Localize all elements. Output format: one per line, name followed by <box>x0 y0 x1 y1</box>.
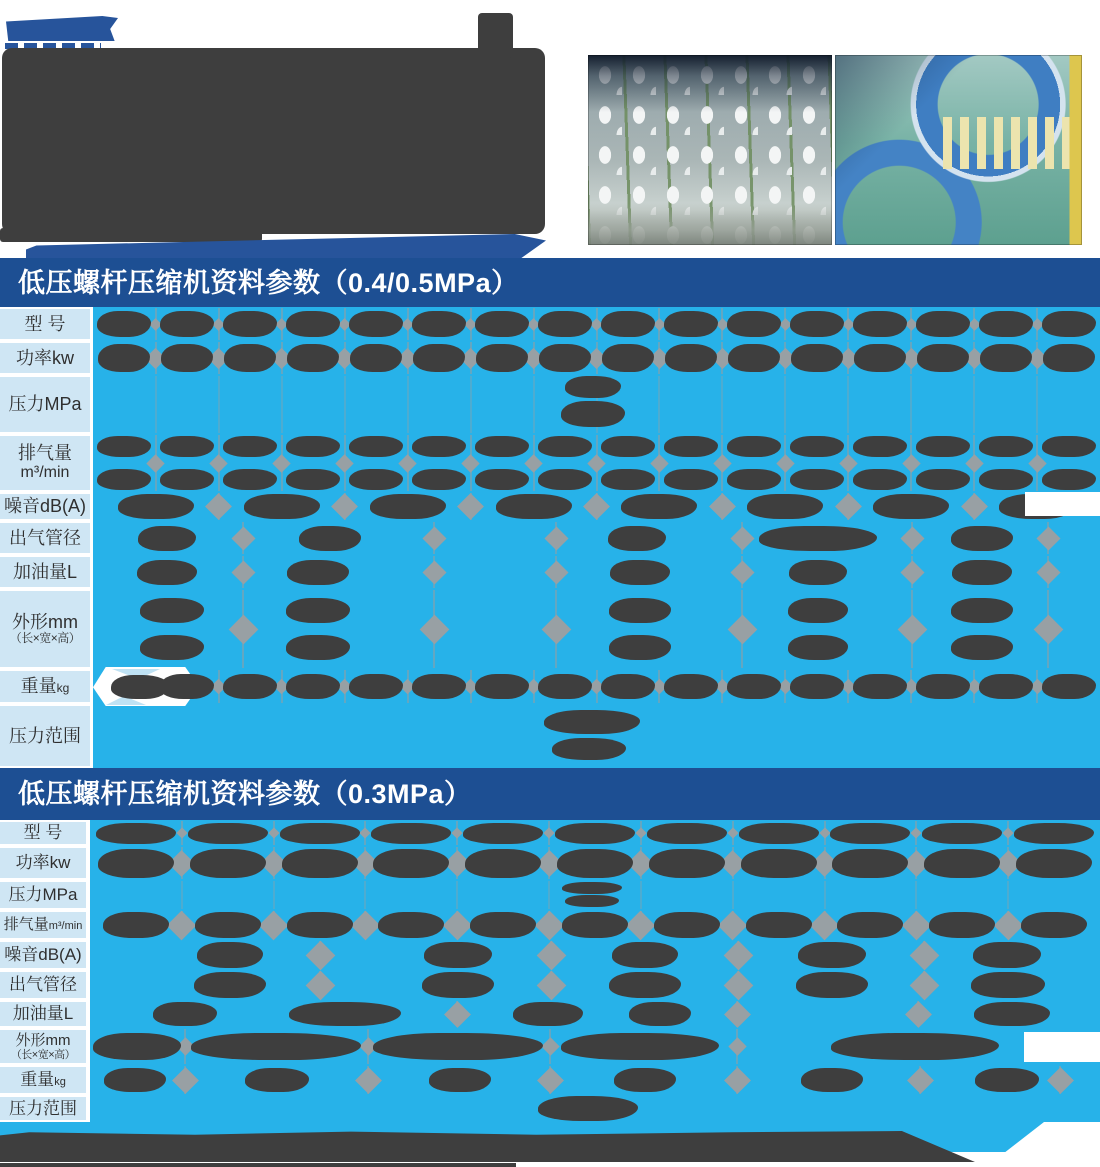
redacted-value <box>538 469 592 490</box>
redacted-value <box>854 344 906 372</box>
row-header-label: 外形mm <box>15 1031 71 1049</box>
redacted-value <box>1016 849 1092 878</box>
redacted-value <box>412 311 466 337</box>
row-header-2 <box>0 377 90 432</box>
redacted-value <box>974 1002 1050 1026</box>
redacted-value <box>429 1068 491 1092</box>
row-header-4 <box>0 942 86 968</box>
row-header-7 <box>0 591 90 667</box>
redacted-value <box>160 436 214 457</box>
row-header-label: 压力MPa <box>8 885 78 905</box>
redacted-value <box>654 912 720 938</box>
redacted-value <box>979 311 1033 337</box>
page-title-redacted-fragment <box>0 228 262 242</box>
redacted-value <box>140 598 204 623</box>
row-header-6 <box>0 1002 86 1026</box>
table2-title: 低压螺杆压缩机资料参数（0.3MPa） <box>18 779 472 809</box>
redacted-value <box>788 598 848 623</box>
row-header-label: 加油量L <box>12 1004 74 1024</box>
row-header-label: 排气量 <box>18 443 72 464</box>
redacted-value <box>562 912 628 938</box>
row-header-2 <box>0 882 86 908</box>
redacted-value <box>1021 912 1087 938</box>
redacted-value <box>412 436 466 457</box>
row-header-label: 噪音dB(A) <box>4 945 82 965</box>
column-separator-line <box>456 881 458 909</box>
redacted-value <box>609 598 671 623</box>
row-header-0 <box>0 309 90 339</box>
redacted-value <box>475 674 529 699</box>
redacted-value <box>728 344 780 372</box>
redacted-value <box>727 469 781 490</box>
redacted-value <box>223 311 277 337</box>
column-separator-line <box>824 881 826 909</box>
redacted-value <box>286 311 340 337</box>
row-header-label: 型 号 <box>23 823 63 843</box>
row-header-label: 型 号 <box>24 313 66 334</box>
redacted-value <box>280 823 360 844</box>
row-header-5 <box>0 972 86 998</box>
redacted-value <box>759 526 877 551</box>
column-separator-line <box>548 881 550 909</box>
redacted-value <box>1014 823 1094 844</box>
redacted-value <box>727 436 781 457</box>
redacted-value <box>188 823 268 844</box>
redacted-value <box>289 1002 401 1026</box>
column-separator-line <box>281 376 283 433</box>
redacted-value <box>137 560 197 585</box>
row-header-3 <box>0 436 90 490</box>
redacted-value <box>103 912 169 938</box>
redacted-value <box>299 526 361 551</box>
redacted-value <box>647 823 727 844</box>
row-header-label: 排气量m³/min <box>3 916 83 934</box>
redacted-value <box>1043 344 1095 372</box>
redacted-value <box>853 469 907 490</box>
redacted-value <box>349 674 403 699</box>
redacted-value <box>538 311 592 337</box>
redacted-value <box>378 912 444 938</box>
redacted-value <box>562 882 622 894</box>
redacted-value <box>223 436 277 457</box>
redacted-value <box>853 436 907 457</box>
redacted-value <box>951 598 1013 623</box>
row-header-label: 出气管径 <box>9 527 81 548</box>
redacted-value <box>561 401 625 427</box>
row-header-4 <box>0 494 90 519</box>
redacted-value <box>602 344 654 372</box>
redacted-value <box>917 344 969 372</box>
erased-area <box>1024 1032 1100 1062</box>
redacted-value <box>610 560 670 585</box>
redacted-value <box>160 311 214 337</box>
redacted-value <box>798 942 866 968</box>
redacted-value <box>565 895 619 907</box>
column-separator-line <box>732 881 734 909</box>
redacted-value <box>412 469 466 490</box>
redacted-value <box>790 674 844 699</box>
redacted-value <box>665 344 717 372</box>
redacted-value <box>194 972 266 998</box>
redacted-value <box>93 1033 181 1060</box>
column-separator-line <box>1036 376 1038 433</box>
redacted-value <box>649 849 725 878</box>
company-logo-icon <box>6 16 118 41</box>
redacted-value <box>160 469 214 490</box>
redacted-value <box>539 344 591 372</box>
redacted-value <box>873 494 949 519</box>
redacted-value <box>224 344 276 372</box>
redacted-value <box>476 344 528 372</box>
redacted-value <box>138 526 196 551</box>
redacted-value <box>422 972 494 998</box>
column-separator-line <box>658 376 660 433</box>
row-header-unit: m³/min <box>48 920 83 933</box>
redacted-value <box>223 469 277 490</box>
redacted-value <box>837 912 903 938</box>
redacted-value <box>496 494 572 519</box>
redacted-value <box>161 344 213 372</box>
redacted-value <box>789 560 847 585</box>
row-header-label: 功率kw <box>15 853 71 873</box>
redacted-value <box>1042 674 1096 699</box>
redacted-value <box>286 635 350 660</box>
redacted-value <box>853 311 907 337</box>
row-header-label: 压力范围 <box>9 725 81 746</box>
redacted-value <box>371 823 451 844</box>
redacted-value <box>608 526 666 551</box>
redacted-value <box>664 674 718 699</box>
redacted-value <box>470 912 536 938</box>
redacted-value <box>916 311 970 337</box>
redacted-value <box>373 849 449 878</box>
row-header-label: 加油量L <box>12 561 77 582</box>
row-header-8 <box>0 671 90 702</box>
table2-title-bar <box>0 768 1100 820</box>
redacted-value <box>223 674 277 699</box>
row-header-label: 功率kw <box>16 347 74 368</box>
redacted-value <box>830 823 910 844</box>
redacted-value <box>790 311 844 337</box>
row-header-label: 重量kg <box>20 676 70 697</box>
redacted-value <box>349 311 403 337</box>
cropped-content-edge <box>0 1163 516 1167</box>
redacted-value <box>1042 436 1096 457</box>
erased-area <box>1025 492 1100 516</box>
redacted-value <box>475 469 529 490</box>
row-header-label: 外形mm <box>12 611 78 632</box>
redacted-value <box>971 972 1045 998</box>
redacted-value <box>286 674 340 699</box>
redacted-value <box>746 912 812 938</box>
redacted-value <box>287 912 353 938</box>
redacted-value <box>287 344 339 372</box>
redacted-value <box>601 436 655 457</box>
redacted-value <box>609 635 671 660</box>
redacted-value <box>557 849 633 878</box>
row-header-subline: （长×宽×高） <box>10 1048 76 1061</box>
redacted-value <box>790 436 844 457</box>
redacted-value <box>924 849 1000 878</box>
column-separator-line <box>784 376 786 433</box>
row-header-label: 重量kg <box>20 1070 66 1090</box>
redacted-value <box>922 823 1002 844</box>
column-separator-line <box>273 881 275 909</box>
redacted-value <box>916 469 970 490</box>
redacted-value <box>195 912 261 938</box>
row-header-subline: （长×宽×高） <box>9 631 81 646</box>
page-title-redacted <box>2 48 545 234</box>
row-header-7 <box>0 1030 86 1063</box>
redacted-value <box>1042 469 1096 490</box>
redacted-value <box>349 469 403 490</box>
column-separator-line <box>847 376 849 433</box>
redacted-value <box>951 526 1013 551</box>
row-header-subline: m³/min <box>20 464 70 482</box>
redacted-value <box>612 942 678 968</box>
redacted-value <box>465 849 541 878</box>
redacted-value <box>801 1068 863 1092</box>
row-header-1 <box>0 848 86 878</box>
redacted-value <box>629 1002 691 1026</box>
redacted-value <box>565 376 621 398</box>
redacted-value <box>153 1002 217 1026</box>
column-separator-line <box>721 376 723 433</box>
redacted-value <box>791 344 843 372</box>
redacted-value <box>350 344 402 372</box>
redacted-value <box>979 674 1033 699</box>
redacted-value <box>96 823 176 844</box>
redacted-value <box>197 942 263 968</box>
redacted-value <box>475 436 529 457</box>
redacted-value <box>980 344 1032 372</box>
redacted-value <box>287 560 349 585</box>
column-separator-line <box>640 881 642 909</box>
redacted-value <box>190 849 266 878</box>
redacted-value <box>97 311 151 337</box>
redacted-value <box>973 942 1041 968</box>
redacted-value <box>952 560 1012 585</box>
column-separator-line <box>533 376 535 433</box>
redacted-value <box>538 436 592 457</box>
column-separator-line <box>1007 881 1009 909</box>
redacted-value <box>621 494 697 519</box>
redacted-value <box>286 436 340 457</box>
column-separator-line <box>470 376 472 433</box>
column-separator-line <box>344 376 346 433</box>
redacted-value <box>832 849 908 878</box>
column-separator-line <box>407 376 409 433</box>
row-header-8 <box>0 1067 86 1093</box>
redacted-value <box>282 849 358 878</box>
redacted-value <box>412 674 466 699</box>
redacted-value <box>160 674 214 699</box>
redacted-value <box>747 494 823 519</box>
redacted-value <box>555 823 635 844</box>
row-header-unit: kg <box>56 681 70 696</box>
redacted-value <box>727 674 781 699</box>
redacted-value <box>538 674 592 699</box>
photo-textile-machines <box>588 55 832 245</box>
redacted-value <box>370 494 446 519</box>
redacted-value <box>664 436 718 457</box>
column-separator-line <box>181 881 183 909</box>
column-separator-line <box>155 376 157 433</box>
redacted-value <box>929 912 995 938</box>
redacted-value <box>475 311 529 337</box>
redacted-value <box>104 1068 166 1092</box>
redacted-value <box>538 1096 638 1121</box>
redacted-value <box>286 469 340 490</box>
column-separator-line <box>973 376 975 433</box>
redacted-value <box>349 436 403 457</box>
redacted-value <box>97 469 151 490</box>
photo-bottling-line <box>835 55 1082 245</box>
row-header-label: 出气管径 <box>9 975 77 995</box>
redacted-value <box>561 1033 719 1060</box>
row-header-label: 噪音dB(A) <box>3 496 86 517</box>
column-separator-line <box>218 376 220 433</box>
redacted-value <box>739 823 819 844</box>
redacted-value <box>916 436 970 457</box>
redacted-value <box>614 1068 676 1092</box>
redacted-value <box>463 823 543 844</box>
redacted-value <box>601 311 655 337</box>
row-header-label: 压力MPa <box>8 394 82 415</box>
row-header-unit: kg <box>54 1076 66 1089</box>
redacted-value <box>951 635 1013 660</box>
redacted-value <box>601 469 655 490</box>
row-header-label: 压力范围 <box>9 1098 77 1118</box>
redacted-value <box>664 311 718 337</box>
redacted-value <box>191 1033 361 1060</box>
redacted-value <box>741 849 817 878</box>
redacted-value <box>424 942 492 968</box>
page-title-redacted-fragment <box>478 13 513 58</box>
redacted-value <box>552 738 626 760</box>
redacted-value <box>790 469 844 490</box>
column-separator-line <box>910 376 912 433</box>
redacted-value <box>1042 311 1096 337</box>
column-separator-line <box>915 881 917 909</box>
redacted-value <box>664 469 718 490</box>
row-header-5 <box>0 523 90 553</box>
redacted-value <box>118 494 194 519</box>
redacted-value <box>245 1068 309 1092</box>
redacted-value <box>98 849 174 878</box>
row-header-3 <box>0 912 86 938</box>
table1-title: 低压螺杆压缩机资料参数（0.4/0.5MPa） <box>18 268 519 298</box>
redacted-value <box>97 436 151 457</box>
redacted-value <box>513 1002 583 1026</box>
column-separator-line <box>364 881 366 909</box>
redacted-value <box>286 598 350 623</box>
row-header-1 <box>0 343 90 373</box>
redacted-value <box>601 674 655 699</box>
redacted-value <box>916 674 970 699</box>
redacted-value <box>831 1033 999 1060</box>
redacted-value <box>609 972 681 998</box>
table1-title-bar <box>0 258 1100 307</box>
redacted-value <box>979 436 1033 457</box>
redacted-value <box>975 1068 1039 1092</box>
redacted-value <box>140 635 204 660</box>
redacted-value <box>979 469 1033 490</box>
row-header-9 <box>0 1097 86 1120</box>
row-header-0 <box>0 822 86 844</box>
row-header-6 <box>0 557 90 587</box>
redacted-value <box>244 494 320 519</box>
redacted-value <box>796 972 868 998</box>
redacted-value <box>727 311 781 337</box>
redacted-value <box>98 344 150 372</box>
row-header-9 <box>0 706 90 766</box>
redacted-value <box>788 635 848 660</box>
redacted-value <box>544 710 640 734</box>
redacted-value <box>373 1033 543 1060</box>
redacted-value <box>853 674 907 699</box>
footer-note-redacted <box>0 1131 975 1162</box>
redacted-value <box>413 344 465 372</box>
